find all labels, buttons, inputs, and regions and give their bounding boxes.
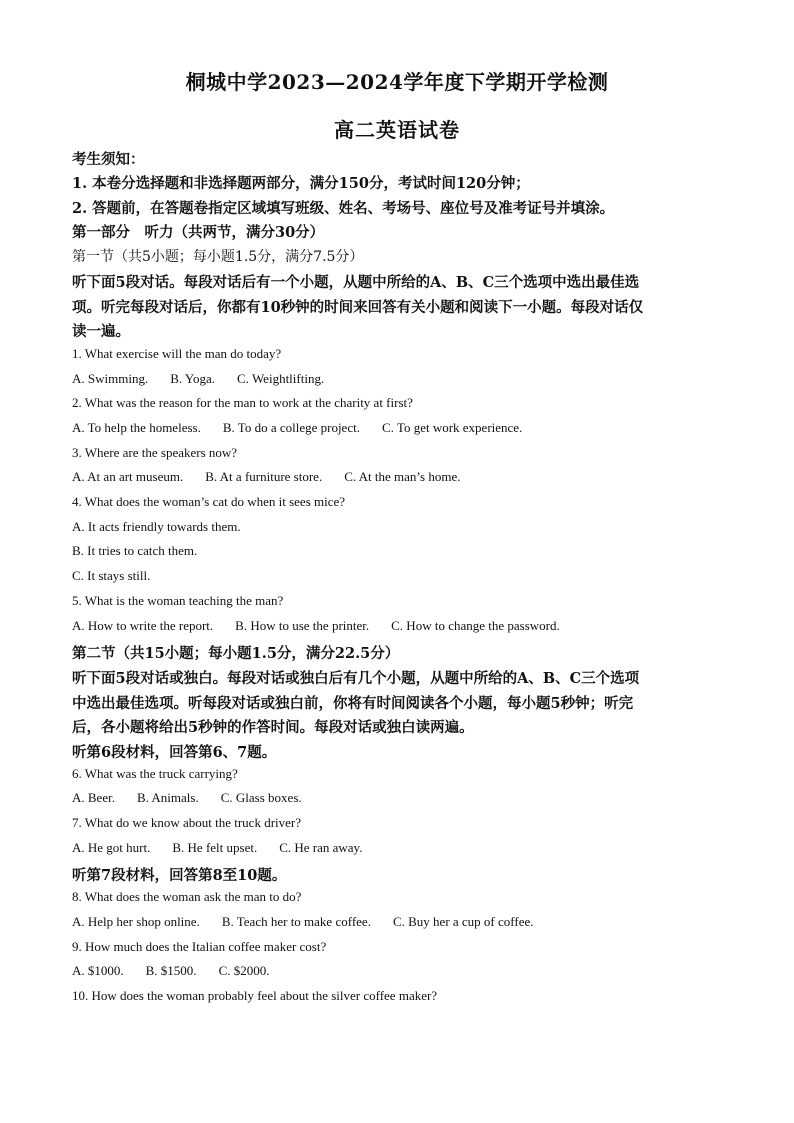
- option-c: C. At the man’s home.: [344, 469, 461, 484]
- question-7: 7. What do we know about the truck driver?: [72, 815, 301, 830]
- option-b: B. Teach her to make coffee.: [221, 914, 371, 929]
- question-5: 5. What is the woman teaching the man?: [72, 593, 284, 608]
- question-9-options: [72, 963, 269, 979]
- question-4: 4. What does the woman’s cat do when it sees mice?: [72, 494, 346, 509]
- notice-label: 考生须知：: [72, 151, 145, 168]
- option-b: B. At a furniture store.: [205, 469, 323, 484]
- question-6-options: [72, 790, 302, 806]
- option-b: B. He felt upset.: [172, 840, 258, 855]
- notice-item-1: 1. 本卷分选择题和非选择题两部分，满分150分，考试时间120分钟；: [72, 175, 530, 192]
- option-a: A. Beer.: [72, 790, 115, 805]
- option-a: A. $1000.: [72, 963, 124, 978]
- option-a: A. To help the homeless.: [72, 420, 201, 435]
- question-2: 2. What was the reason for the man to work at the charity at first?: [72, 395, 413, 410]
- option-a: A. Help her shop online.: [72, 914, 200, 929]
- option-c: C. $2000.: [218, 963, 270, 978]
- exam-subtitle: 高二英语试卷: [334, 118, 460, 142]
- question-6: 6. What was the truck carrying?: [72, 766, 238, 781]
- question-4-option-a: A. It acts friendly towards them.: [72, 519, 241, 534]
- question-8: 8. What does the woman ask the man to do?: [72, 889, 302, 904]
- option-a: A. He got hurt.: [72, 840, 151, 855]
- option-b: B. Yoga.: [170, 371, 216, 386]
- option-a: A. Swimming.: [72, 371, 149, 386]
- question-1-options: [72, 371, 324, 387]
- question-9: 9. How much does the Italian coffee maker cost?: [72, 939, 327, 954]
- option-c: C. Glass boxes.: [220, 790, 302, 805]
- option-c: C. How to change the password.: [391, 618, 560, 633]
- option-b: B. How to use the printer.: [235, 618, 370, 633]
- section1-instructions-line2: 项。听完每段对话后，你都有10秒钟的时间来回答有关小题和阅读下一小题。每段对话仅: [72, 299, 644, 316]
- question-7-options: [72, 840, 362, 856]
- option-b: B. $1500.: [145, 963, 197, 978]
- section2-heading: 第二节（共15小题；每小题1.5分，满分22.5分）: [72, 645, 400, 662]
- question-10: 10. How does the woman probably feel about the silver coffee maker?: [72, 988, 438, 1003]
- notice-item-2: 2. 答题前，在答题卷指定区域填写班级、姓名、考场号、座位号及准考证号并填涂。: [72, 200, 615, 217]
- question-8-options: [72, 914, 534, 930]
- option-b: B. Animals.: [136, 790, 199, 805]
- question-4-option-c: C. It stays still.: [72, 568, 151, 583]
- material-6-heading: 听第6段材料，回答第6、7题。: [72, 744, 277, 761]
- question-3-options: [72, 469, 460, 485]
- question-4-option-b: B. It tries to catch them.: [72, 543, 198, 558]
- section1-heading: 第一节（共5小题；每小题1.5分，满分7.5分）: [72, 249, 364, 265]
- option-c: C. Weightlifting.: [237, 371, 325, 386]
- option-c: C. To get work experience.: [381, 420, 523, 435]
- option-a: A. At an art museum.: [72, 469, 184, 484]
- option-a: A. How to write the report.: [72, 618, 214, 633]
- question-1: 1. What exercise will the man do today?: [72, 346, 282, 361]
- option-c: C. He ran away.: [279, 840, 363, 855]
- option-c: C. Buy her a cup of coffee.: [392, 914, 534, 929]
- option-b: B. To do a college project.: [222, 420, 360, 435]
- question-3: 3. Where are the speakers now?: [72, 445, 238, 460]
- question-5-options: [72, 618, 560, 634]
- section2-instructions-line2: 中选出最佳选项。听每段对话或独白前，你将有时间阅读各个小题，每小题5秒钟；听完: [72, 695, 634, 712]
- section1-instructions-line3: 读一遍。: [72, 323, 130, 340]
- question-2-options: [72, 420, 522, 436]
- section2-instructions-line1: 听下面5段对话或独白。每段对话或独白后有几个小题，从题中所给的A、B、C三个选项: [72, 670, 640, 687]
- exam-title: 桐城中学2023—2024学年度下学期开学检测: [185, 70, 609, 94]
- part1-heading: 第一部分 听力（共两节，满分30分）: [72, 224, 325, 241]
- material-7-heading: 听第7段材料，回答第8至10题。: [72, 867, 287, 884]
- section1-instructions-line1: 听下面5段对话。每段对话后有一个小题，从题中所给的A、B、C三个选项中选出最佳选: [72, 274, 640, 291]
- section2-instructions-line3: 后，各小题将给出5秒钟的作答时间。每段对话或独白读两遍。: [72, 719, 474, 736]
